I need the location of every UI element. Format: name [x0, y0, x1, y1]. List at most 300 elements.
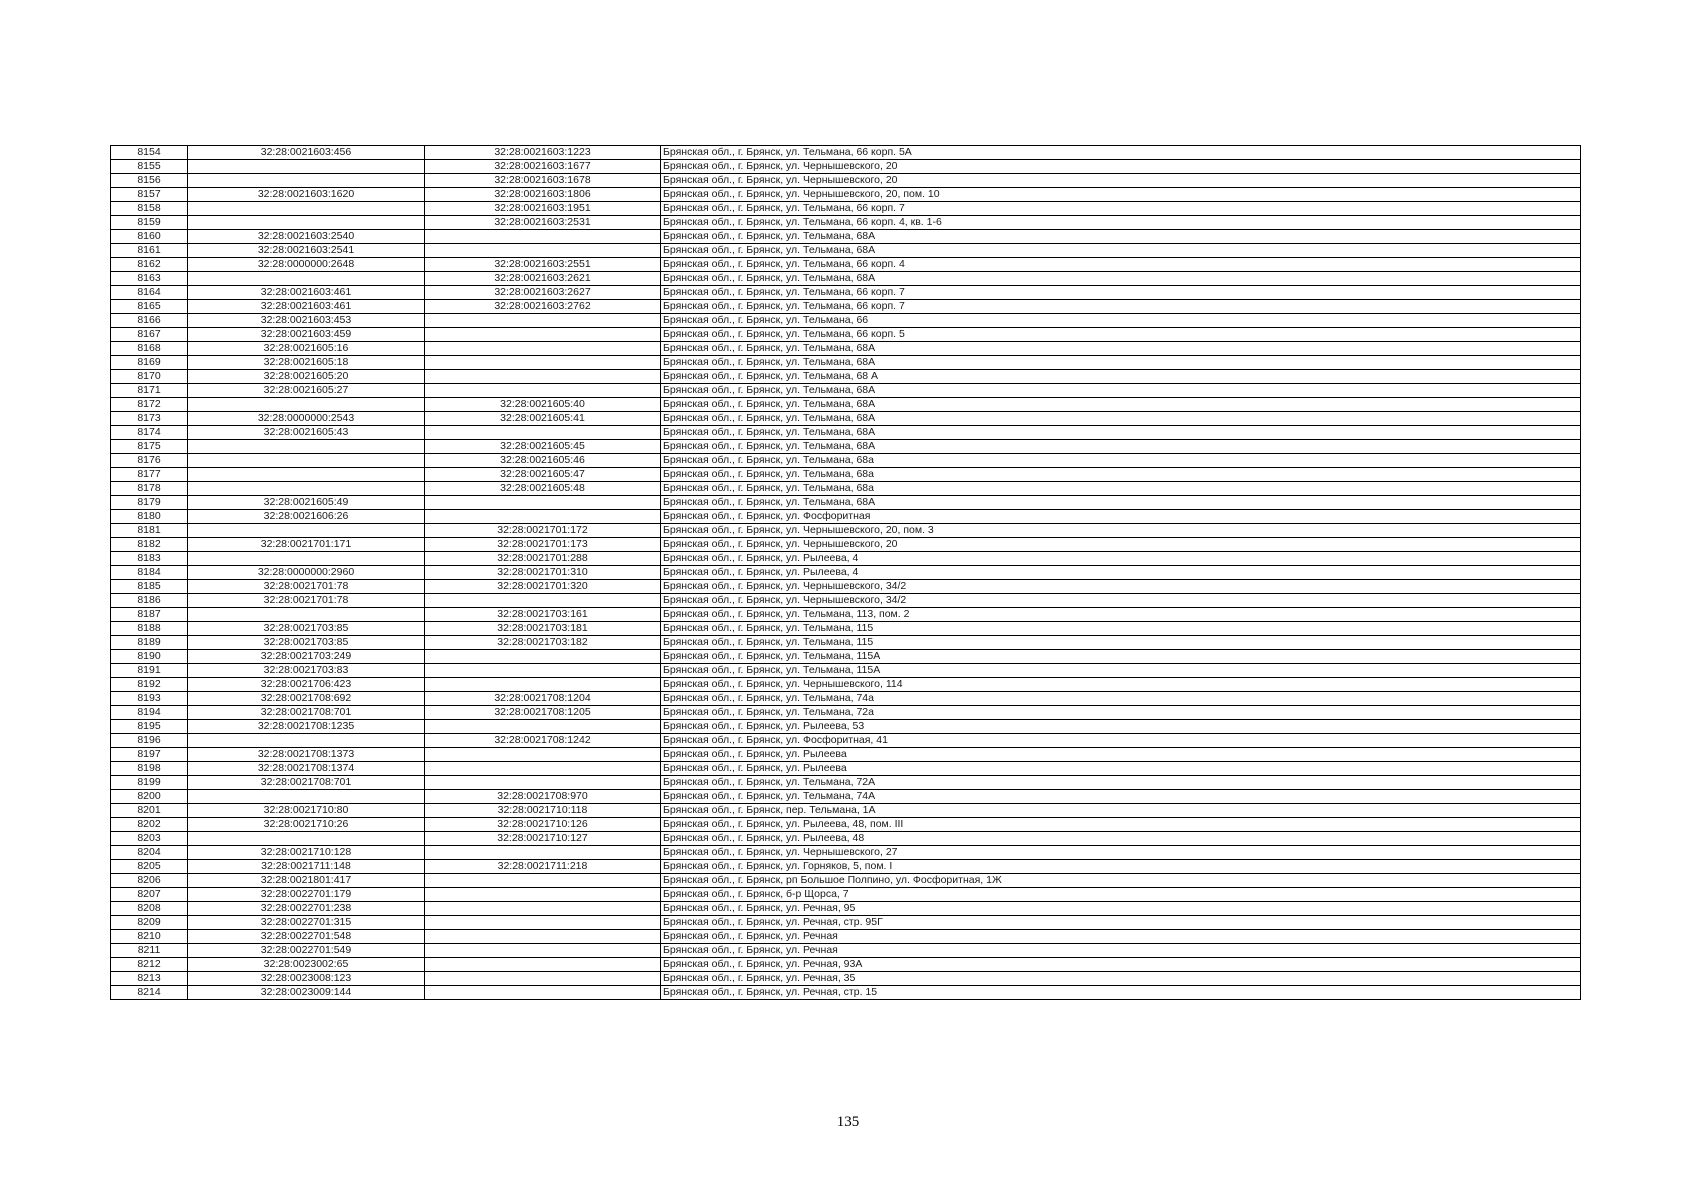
- building-cadastral-number-cell: [425, 902, 661, 916]
- land-cadastral-number-cell: [188, 202, 425, 216]
- table-row: [111, 216, 1581, 230]
- land-cadastral-number-cell: 32:28:0021708:701: [188, 706, 425, 720]
- building-cadastral-number-cell: 32:28:0021605:40: [425, 398, 661, 412]
- row-number-cell: 8154: [111, 146, 188, 160]
- address-cell: Брянская обл., г. Брянск, ул. Речная, стр. 15: [661, 986, 1581, 1000]
- building-cadastral-number-cell: [425, 594, 661, 608]
- table-row: [111, 146, 1581, 160]
- land-cadastral-number-cell: [188, 734, 425, 748]
- table-row: [111, 678, 1581, 692]
- cadastral-table-body: [111, 146, 1581, 1000]
- building-cadastral-number-cell: 32:28:0021603:2762: [425, 300, 661, 314]
- row-number-cell: 8208: [111, 902, 188, 916]
- land-cadastral-number-cell: 32:28:0021605:43: [188, 426, 425, 440]
- address-cell: Брянская обл., г. Брянск, ул. Тельмана, 68А: [661, 230, 1581, 244]
- land-cadastral-number-cell: 32:28:0021801:417: [188, 874, 425, 888]
- building-cadastral-number-cell: 32:28:0021605:48: [425, 482, 661, 496]
- address-cell: Брянская обл., г. Брянск, ул. Тельмана, 68А: [661, 496, 1581, 510]
- address-cell: Брянская обл., г. Брянск, ул. Речная, 95: [661, 902, 1581, 916]
- land-cadastral-number-cell: 32:28:0021703:85: [188, 622, 425, 636]
- land-cadastral-number-cell: [188, 272, 425, 286]
- row-number-cell: 8158: [111, 202, 188, 216]
- row-number-cell: 8206: [111, 874, 188, 888]
- table-row: [111, 986, 1581, 1000]
- land-cadastral-number-cell: 32:28:0021708:1374: [188, 762, 425, 776]
- land-cadastral-number-cell: 32:28:0022701:315: [188, 916, 425, 930]
- land-cadastral-number-cell: 32:28:0021701:78: [188, 580, 425, 594]
- building-cadastral-number-cell: [425, 370, 661, 384]
- row-number-cell: 8203: [111, 832, 188, 846]
- building-cadastral-number-cell: 32:28:0021603:1951: [425, 202, 661, 216]
- land-cadastral-number-cell: 32:28:0021706:423: [188, 678, 425, 692]
- address-cell: Брянская обл., г. Брянск, ул. Горняков, 5, пом. I: [661, 860, 1581, 874]
- row-number-cell: 8211: [111, 944, 188, 958]
- land-cadastral-number-cell: 32:28:0021605:27: [188, 384, 425, 398]
- row-number-cell: 8170: [111, 370, 188, 384]
- land-cadastral-number-cell: 32:28:0021605:16: [188, 342, 425, 356]
- building-cadastral-number-cell: [425, 510, 661, 524]
- table-row: [111, 552, 1581, 566]
- land-cadastral-number-cell: 32:28:0021703:83: [188, 664, 425, 678]
- table-row: [111, 818, 1581, 832]
- building-cadastral-number-cell: [425, 846, 661, 860]
- building-cadastral-number-cell: 32:28:0021701:173: [425, 538, 661, 552]
- land-cadastral-number-cell: 32:28:0000000:2543: [188, 412, 425, 426]
- address-cell: Брянская обл., г. Брянск, ул. Тельмана, 66 корп. 5: [661, 328, 1581, 342]
- row-number-cell: 8175: [111, 440, 188, 454]
- table-row: [111, 286, 1581, 300]
- building-cadastral-number-cell: [425, 958, 661, 972]
- land-cadastral-number-cell: 32:28:0021605:49: [188, 496, 425, 510]
- address-cell: Брянская обл., г. Брянск, ул. Тельмана, 68А: [661, 244, 1581, 258]
- table-row: [111, 636, 1581, 650]
- row-number-cell: 8173: [111, 412, 188, 426]
- building-cadastral-number-cell: 32:28:0021603:2627: [425, 286, 661, 300]
- building-cadastral-number-cell: 32:28:0021701:288: [425, 552, 661, 566]
- land-cadastral-number-cell: 32:28:0021708:1235: [188, 720, 425, 734]
- building-cadastral-number-cell: 32:28:0021603:2621: [425, 272, 661, 286]
- land-cadastral-number-cell: 32:28:0000000:2648: [188, 258, 425, 272]
- table-row: [111, 566, 1581, 580]
- land-cadastral-number-cell: [188, 482, 425, 496]
- table-row: [111, 538, 1581, 552]
- address-cell: Брянская обл., г. Брянск, ул. Чернышевского, 27: [661, 846, 1581, 860]
- table-row: [111, 174, 1581, 188]
- building-cadastral-number-cell: [425, 650, 661, 664]
- table-row: [111, 734, 1581, 748]
- table-row: [111, 384, 1581, 398]
- land-cadastral-number-cell: [188, 524, 425, 538]
- building-cadastral-number-cell: [425, 720, 661, 734]
- row-number-cell: 8171: [111, 384, 188, 398]
- table-row: [111, 776, 1581, 790]
- table-row: [111, 272, 1581, 286]
- building-cadastral-number-cell: [425, 426, 661, 440]
- building-cadastral-number-cell: [425, 244, 661, 258]
- land-cadastral-number-cell: [188, 552, 425, 566]
- page-number: 135: [836, 1114, 860, 1130]
- row-number-cell: 8183: [111, 552, 188, 566]
- land-cadastral-number-cell: [188, 160, 425, 174]
- building-cadastral-number-cell: [425, 748, 661, 762]
- address-cell: Брянская обл., г. Брянск, ул. Тельмана, 68 А: [661, 370, 1581, 384]
- building-cadastral-number-cell: 32:28:0021605:45: [425, 440, 661, 454]
- building-cadastral-number-cell: 32:28:0021703:182: [425, 636, 661, 650]
- building-cadastral-number-cell: 32:28:0021701:310: [425, 566, 661, 580]
- row-number-cell: 8213: [111, 972, 188, 986]
- row-number-cell: 8180: [111, 510, 188, 524]
- building-cadastral-number-cell: [425, 986, 661, 1000]
- land-cadastral-number-cell: 32:28:0021703:249: [188, 650, 425, 664]
- land-cadastral-number-cell: [188, 790, 425, 804]
- table-row: [111, 188, 1581, 202]
- land-cadastral-number-cell: 32:28:0021710:26: [188, 818, 425, 832]
- table-row: [111, 202, 1581, 216]
- address-cell: Брянская обл., г. Брянск, ул. Тельмана, 74А: [661, 790, 1581, 804]
- address-cell: Брянская обл., г. Брянск, ул. Тельмана, 66 корп. 5А: [661, 146, 1581, 160]
- building-cadastral-number-cell: 32:28:0021708:1204: [425, 692, 661, 706]
- land-cadastral-number-cell: 32:28:0021710:80: [188, 804, 425, 818]
- address-cell: Брянская обл., г. Брянск, ул. Тельмана, 68а: [661, 468, 1581, 482]
- address-cell: Брянская обл., г. Брянск, ул. Тельмана, 72а: [661, 706, 1581, 720]
- address-cell: Брянская обл., г. Брянск, ул. Рылеева, 4: [661, 552, 1581, 566]
- row-number-cell: 8174: [111, 426, 188, 440]
- table-row: [111, 692, 1581, 706]
- land-cadastral-number-cell: 32:28:0021603:456: [188, 146, 425, 160]
- row-number-cell: 8172: [111, 398, 188, 412]
- building-cadastral-number-cell: [425, 314, 661, 328]
- row-number-cell: 8196: [111, 734, 188, 748]
- address-cell: Брянская обл., г. Брянск, ул. Речная: [661, 944, 1581, 958]
- row-number-cell: 8177: [111, 468, 188, 482]
- building-cadastral-number-cell: [425, 230, 661, 244]
- land-cadastral-number-cell: 32:28:0021711:148: [188, 860, 425, 874]
- land-cadastral-number-cell: 32:28:0022701:548: [188, 930, 425, 944]
- row-number-cell: 8159: [111, 216, 188, 230]
- building-cadastral-number-cell: [425, 678, 661, 692]
- row-number-cell: 8164: [111, 286, 188, 300]
- building-cadastral-number-cell: 32:28:0021603:1678: [425, 174, 661, 188]
- row-number-cell: 8191: [111, 664, 188, 678]
- land-cadastral-number-cell: 32:28:0021603:453: [188, 314, 425, 328]
- row-number-cell: 8200: [111, 790, 188, 804]
- land-cadastral-number-cell: 32:28:0023002:65: [188, 958, 425, 972]
- address-cell: Брянская обл., г. Брянск, ул. Тельмана, 115: [661, 622, 1581, 636]
- table-row: [111, 370, 1581, 384]
- land-cadastral-number-cell: 32:28:0022701:179: [188, 888, 425, 902]
- land-cadastral-number-cell: 32:28:0021603:2541: [188, 244, 425, 258]
- table-row: [111, 664, 1581, 678]
- table-row: [111, 608, 1581, 622]
- row-number-cell: 8166: [111, 314, 188, 328]
- table-row: [111, 258, 1581, 272]
- address-cell: Брянская обл., г. Брянск, ул. Тельмана, 68а: [661, 454, 1581, 468]
- table-row: [111, 160, 1581, 174]
- row-number-cell: 8188: [111, 622, 188, 636]
- address-cell: Брянская обл., г. Брянск, ул. Тельмана, 68А: [661, 356, 1581, 370]
- building-cadastral-number-cell: 32:28:0021605:46: [425, 454, 661, 468]
- building-cadastral-number-cell: [425, 874, 661, 888]
- land-cadastral-number-cell: 32:28:0021710:128: [188, 846, 425, 860]
- building-cadastral-number-cell: 32:28:0021711:218: [425, 860, 661, 874]
- land-cadastral-number-cell: 32:28:0021708:692: [188, 692, 425, 706]
- address-cell: Брянская обл., г. Брянск, ул. Тельмана, 66 корп. 7: [661, 300, 1581, 314]
- table-row: [111, 244, 1581, 258]
- land-cadastral-number-cell: [188, 440, 425, 454]
- address-cell: Брянская обл., г. Брянск, ул. Чернышевского, 114: [661, 678, 1581, 692]
- address-cell: Брянская обл., г. Брянск, ул. Рылеева, 48: [661, 832, 1581, 846]
- address-cell: Брянская обл., г. Брянск, ул. Рылеева, 53: [661, 720, 1581, 734]
- address-cell: Брянская обл., г. Брянск, ул. Тельмана, 115А: [661, 664, 1581, 678]
- row-number-cell: 8178: [111, 482, 188, 496]
- address-cell: Брянская обл., г. Брянск, ул. Тельмана, 68А: [661, 440, 1581, 454]
- row-number-cell: 8167: [111, 328, 188, 342]
- building-cadastral-number-cell: 32:28:0021603:2551: [425, 258, 661, 272]
- land-cadastral-number-cell: 32:28:0021708:701: [188, 776, 425, 790]
- address-cell: Брянская обл., г. Брянск, ул. Рылеева, 48, пом. III: [661, 818, 1581, 832]
- address-cell: Брянская обл., г. Брянск, б-р Щорса, 7: [661, 888, 1581, 902]
- address-cell: Брянская обл., г. Брянск, ул. Фосфоритная: [661, 510, 1581, 524]
- address-cell: Брянская обл., г. Брянск, рп Большое Полпино, ул. Фосфоритная, 1Ж: [661, 874, 1581, 888]
- row-number-cell: 8204: [111, 846, 188, 860]
- row-number-cell: 8186: [111, 594, 188, 608]
- address-cell: Брянская обл., г. Брянск, ул. Чернышевского, 20: [661, 174, 1581, 188]
- table-row: [111, 832, 1581, 846]
- row-number-cell: 8165: [111, 300, 188, 314]
- land-cadastral-number-cell: 32:28:0021603:2540: [188, 230, 425, 244]
- building-cadastral-number-cell: 32:28:0021708:1242: [425, 734, 661, 748]
- row-number-cell: 8187: [111, 608, 188, 622]
- building-cadastral-number-cell: 32:28:0021603:1223: [425, 146, 661, 160]
- building-cadastral-number-cell: [425, 342, 661, 356]
- table-row: [111, 650, 1581, 664]
- table-row: [111, 300, 1581, 314]
- row-number-cell: 8194: [111, 706, 188, 720]
- table-row: [111, 888, 1581, 902]
- building-cadastral-number-cell: [425, 762, 661, 776]
- table-row: [111, 510, 1581, 524]
- row-number-cell: 8207: [111, 888, 188, 902]
- building-cadastral-number-cell: 32:28:0021701:172: [425, 524, 661, 538]
- table-row: [111, 790, 1581, 804]
- address-cell: Брянская обл., г. Брянск, ул. Тельмана, 72А: [661, 776, 1581, 790]
- row-number-cell: 8168: [111, 342, 188, 356]
- address-cell: Брянская обл., г. Брянск, ул. Тельмана, 115А: [661, 650, 1581, 664]
- land-cadastral-number-cell: 32:28:0021605:20: [188, 370, 425, 384]
- table-row: [111, 412, 1581, 426]
- table-row: [111, 454, 1581, 468]
- table-row: [111, 874, 1581, 888]
- row-number-cell: 8197: [111, 748, 188, 762]
- building-cadastral-number-cell: [425, 496, 661, 510]
- table-row: [111, 972, 1581, 986]
- table-row: [111, 748, 1581, 762]
- building-cadastral-number-cell: [425, 930, 661, 944]
- row-number-cell: 8161: [111, 244, 188, 258]
- table-row: [111, 496, 1581, 510]
- land-cadastral-number-cell: 32:28:0021701:78: [188, 594, 425, 608]
- row-number-cell: 8185: [111, 580, 188, 594]
- row-number-cell: 8199: [111, 776, 188, 790]
- building-cadastral-number-cell: [425, 916, 661, 930]
- address-cell: Брянская обл., г. Брянск, ул. Тельмана, 66 корп. 4: [661, 258, 1581, 272]
- building-cadastral-number-cell: 32:28:0021710:127: [425, 832, 661, 846]
- building-cadastral-number-cell: [425, 888, 661, 902]
- land-cadastral-number-cell: [188, 832, 425, 846]
- row-number-cell: 8202: [111, 818, 188, 832]
- row-number-cell: 8162: [111, 258, 188, 272]
- address-cell: Брянская обл., г. Брянск, ул. Тельмана, 66 корп. 7: [661, 286, 1581, 300]
- address-cell: Брянская обл., г. Брянск, ул. Тельмана, 68А: [661, 342, 1581, 356]
- land-cadastral-number-cell: 32:28:0021701:171: [188, 538, 425, 552]
- row-number-cell: 8201: [111, 804, 188, 818]
- land-cadastral-number-cell: [188, 468, 425, 482]
- table-row: [111, 804, 1581, 818]
- land-cadastral-number-cell: 32:28:0000000:2960: [188, 566, 425, 580]
- address-cell: Брянская обл., г. Брянск, ул. Тельмана, 68А: [661, 398, 1581, 412]
- land-cadastral-number-cell: 32:28:0022701:238: [188, 902, 425, 916]
- table-row: [111, 916, 1581, 930]
- row-number-cell: 8184: [111, 566, 188, 580]
- row-number-cell: 8160: [111, 230, 188, 244]
- address-cell: Брянская обл., г. Брянск, ул. Тельмана, 66: [661, 314, 1581, 328]
- building-cadastral-number-cell: [425, 328, 661, 342]
- address-cell: Брянская обл., г. Брянск, ул. Речная, стр. 95Г: [661, 916, 1581, 930]
- table-row: [111, 944, 1581, 958]
- address-cell: Брянская обл., г. Брянск, ул. Тельмана, 68А: [661, 412, 1581, 426]
- address-cell: Брянская обл., г. Брянск, ул. Тельмана, 66 корп. 7: [661, 202, 1581, 216]
- table-row: [111, 902, 1581, 916]
- building-cadastral-number-cell: 32:28:0021708:970: [425, 790, 661, 804]
- row-number-cell: 8181: [111, 524, 188, 538]
- building-cadastral-number-cell: [425, 972, 661, 986]
- row-number-cell: 8192: [111, 678, 188, 692]
- row-number-cell: 8195: [111, 720, 188, 734]
- land-cadastral-number-cell: 32:28:0021605:18: [188, 356, 425, 370]
- address-cell: Брянская обл., г. Брянск, ул. Речная, 35: [661, 972, 1581, 986]
- address-cell: Брянская обл., г. Брянск, пер. Тельмана, 1А: [661, 804, 1581, 818]
- row-number-cell: 8163: [111, 272, 188, 286]
- land-cadastral-number-cell: 32:28:0021603:459: [188, 328, 425, 342]
- table-row: [111, 930, 1581, 944]
- table-row: [111, 482, 1581, 496]
- land-cadastral-number-cell: 32:28:0021603:461: [188, 300, 425, 314]
- land-cadastral-number-cell: [188, 216, 425, 230]
- address-cell: Брянская обл., г. Брянск, ул. Тельмана, 74а: [661, 692, 1581, 706]
- table-row: [111, 426, 1581, 440]
- row-number-cell: 8210: [111, 930, 188, 944]
- table-row: [111, 314, 1581, 328]
- address-cell: Брянская обл., г. Брянск, ул. Рылеева: [661, 748, 1581, 762]
- row-number-cell: 8212: [111, 958, 188, 972]
- row-number-cell: 8179: [111, 496, 188, 510]
- row-number-cell: 8169: [111, 356, 188, 370]
- table-row: [111, 342, 1581, 356]
- address-cell: Брянская обл., г. Брянск, ул. Чернышевского, 20, пом. 3: [661, 524, 1581, 538]
- address-cell: Брянская обл., г. Брянск, ул. Тельмана, 68А: [661, 272, 1581, 286]
- address-cell: Брянская обл., г. Брянск, ул. Чернышевского, 20: [661, 160, 1581, 174]
- building-cadastral-number-cell: 32:28:0021605:41: [425, 412, 661, 426]
- table-row: [111, 720, 1581, 734]
- address-cell: Брянская обл., г. Брянск, ул. Тельмана, 115: [661, 636, 1581, 650]
- row-number-cell: 8209: [111, 916, 188, 930]
- land-cadastral-number-cell: 32:28:0023009:144: [188, 986, 425, 1000]
- building-cadastral-number-cell: [425, 384, 661, 398]
- table-row: [111, 622, 1581, 636]
- land-cadastral-number-cell: 32:28:0021708:1373: [188, 748, 425, 762]
- address-cell: Брянская обл., г. Брянск, ул. Чернышевского, 34/2: [661, 580, 1581, 594]
- table-row: [111, 398, 1581, 412]
- table-row: [111, 524, 1581, 538]
- table-row: [111, 468, 1581, 482]
- row-number-cell: 8214: [111, 986, 188, 1000]
- land-cadastral-number-cell: 32:28:0022701:549: [188, 944, 425, 958]
- building-cadastral-number-cell: 32:28:0021603:1806: [425, 188, 661, 202]
- building-cadastral-number-cell: 32:28:0021710:126: [425, 818, 661, 832]
- address-cell: Брянская обл., г. Брянск, ул. Фосфоритная, 41: [661, 734, 1581, 748]
- address-cell: Брянская обл., г. Брянск, ул. Тельмана, 66 корп. 4, кв. 1-6: [661, 216, 1581, 230]
- table-row: [111, 958, 1581, 972]
- row-number-cell: 8189: [111, 636, 188, 650]
- building-cadastral-number-cell: 32:28:0021603:1677: [425, 160, 661, 174]
- table-row: [111, 328, 1581, 342]
- building-cadastral-number-cell: 32:28:0021710:118: [425, 804, 661, 818]
- building-cadastral-number-cell: 32:28:0021703:161: [425, 608, 661, 622]
- building-cadastral-number-cell: 32:28:0021708:1205: [425, 706, 661, 720]
- building-cadastral-number-cell: [425, 776, 661, 790]
- land-cadastral-number-cell: 32:28:0021606:26: [188, 510, 425, 524]
- building-cadastral-number-cell: [425, 944, 661, 958]
- address-cell: Брянская обл., г. Брянск, ул. Чернышевского, 20, пом. 10: [661, 188, 1581, 202]
- row-number-cell: 8193: [111, 692, 188, 706]
- table-row: [111, 230, 1581, 244]
- building-cadastral-number-cell: 32:28:0021605:47: [425, 468, 661, 482]
- address-cell: Брянская обл., г. Брянск, ул. Тельмана, 68А: [661, 426, 1581, 440]
- land-cadastral-number-cell: 32:28:0021603:461: [188, 286, 425, 300]
- table-row: [111, 356, 1581, 370]
- row-number-cell: 8156: [111, 174, 188, 188]
- row-number-cell: 8157: [111, 188, 188, 202]
- address-cell: Брянская обл., г. Брянск, ул. Тельмана, 68А: [661, 384, 1581, 398]
- address-cell: Брянская обл., г. Брянск, ул. Чернышевского, 34/2: [661, 594, 1581, 608]
- address-cell: Брянская обл., г. Брянск, ул. Речная: [661, 930, 1581, 944]
- land-cadastral-number-cell: [188, 174, 425, 188]
- building-cadastral-number-cell: 32:28:0021703:181: [425, 622, 661, 636]
- land-cadastral-number-cell: 32:28:0023008:123: [188, 972, 425, 986]
- row-number-cell: 8176: [111, 454, 188, 468]
- address-cell: Брянская обл., г. Брянск, ул. Тельмана, 113, пом. 2: [661, 608, 1581, 622]
- cadastral-table: [110, 145, 1581, 1000]
- land-cadastral-number-cell: 32:28:0021603:1620: [188, 188, 425, 202]
- building-cadastral-number-cell: 32:28:0021603:2531: [425, 216, 661, 230]
- table-row: [111, 706, 1581, 720]
- table-row: [111, 762, 1581, 776]
- building-cadastral-number-cell: [425, 664, 661, 678]
- row-number-cell: 8155: [111, 160, 188, 174]
- row-number-cell: 8182: [111, 538, 188, 552]
- land-cadastral-number-cell: 32:28:0021703:85: [188, 636, 425, 650]
- building-cadastral-number-cell: 32:28:0021701:320: [425, 580, 661, 594]
- address-cell: Брянская обл., г. Брянск, ул. Тельмана, 68а: [661, 482, 1581, 496]
- address-cell: Брянская обл., г. Брянск, ул. Рылеева: [661, 762, 1581, 776]
- address-cell: Брянская обл., г. Брянск, ул. Речная, 93А: [661, 958, 1581, 972]
- table-row: [111, 846, 1581, 860]
- table-row: [111, 580, 1581, 594]
- row-number-cell: 8198: [111, 762, 188, 776]
- row-number-cell: 8190: [111, 650, 188, 664]
- row-number-cell: 8205: [111, 860, 188, 874]
- building-cadastral-number-cell: [425, 356, 661, 370]
